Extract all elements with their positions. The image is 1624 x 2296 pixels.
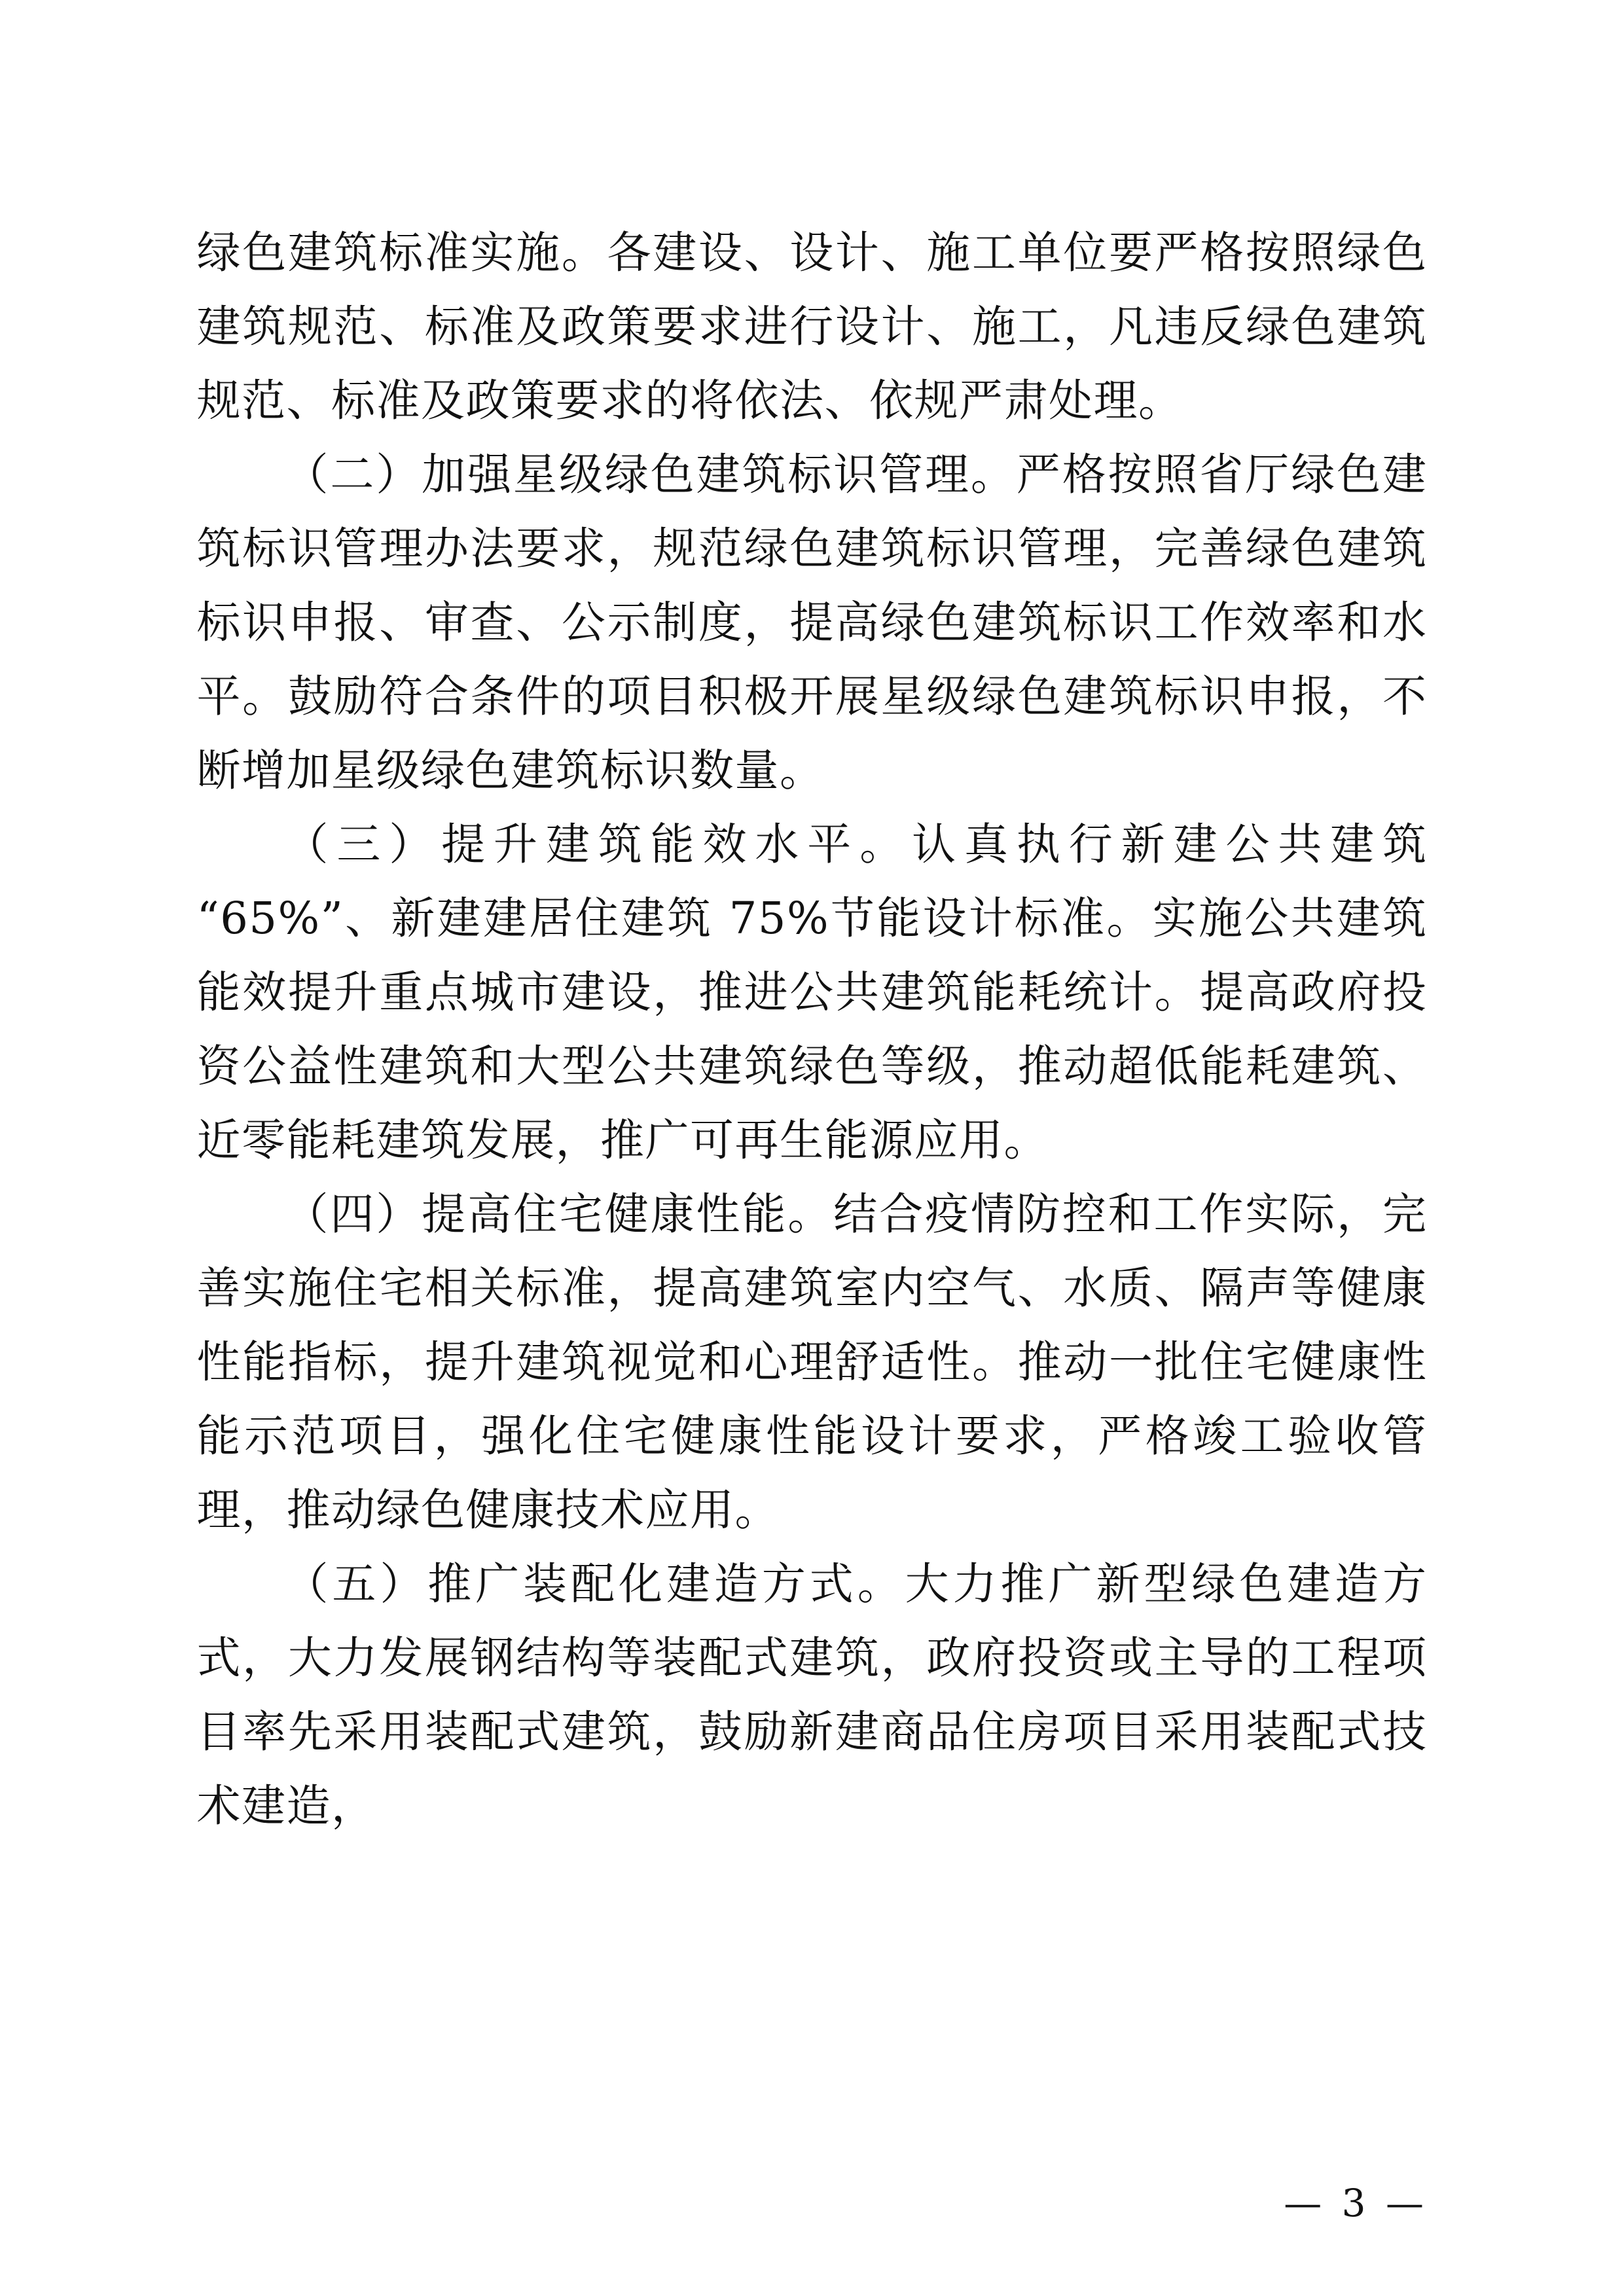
paragraph-1: 绿色建筑标准实施。各建设、设计、施工单位要严格按照绿色建筑规范、标准及政策要求进行设计、施工，凡违反绿色建筑规范、标准及政策要求的将依法、依规严肃处理。 [196,227,1428,426]
paragraph-2: （二）加强星级绿色建筑标识管理。严格按照省厅绿色建筑标识管理办法要求，规范绿色建筑标识管理，完善绿色建筑标识申报、审查、公示制度，提高绿色建筑标识工作效率和水平。鼓励符合条件的项目积极开展星级绿色建筑标识申报，不断增加星级绿色建筑标识数量。 [196,449,1428,796]
page-number: — 3 — [1284,2181,1428,2225]
document-body [197,216,1428,1843]
paragraph-4: （四）提高住宅健康性能。结合疫情防控和工作实际，完善实施住宅相关标准，提高建筑室内空气、水质、隔声等健康性能指标，提升建筑视觉和心理舒适性。推动一批住宅健康性能示范项目，强化住宅健康性能设计要求，严格竣工验收管理，推动绿色健康技术应用。 [196,1189,1428,1535]
page-footer [0,2126,1624,2296]
paragraph-5: （五）推广装配化建造方式。大力推广新型绿色建造方式，大力发展钢结构等装配式建筑，政府投资或主导的工程项目率先采用装配式建筑，鼓励新建商品住房项目采用装配式技术建造， [196,1558,1428,1831]
paragraph-3: （三）提升建筑能效水平。认真执行新建公共建筑 “65%”、新建建居住建筑 75%节能设计标准。实施公共建筑能效提升重点城市建设，推进公共建筑能耗统计。提高政府投资公益性建筑和大型公共建筑绿色等级，推动超低能耗建筑、近零能耗建筑发展，推广可再生能源应用。 [196,819,1428,1166]
